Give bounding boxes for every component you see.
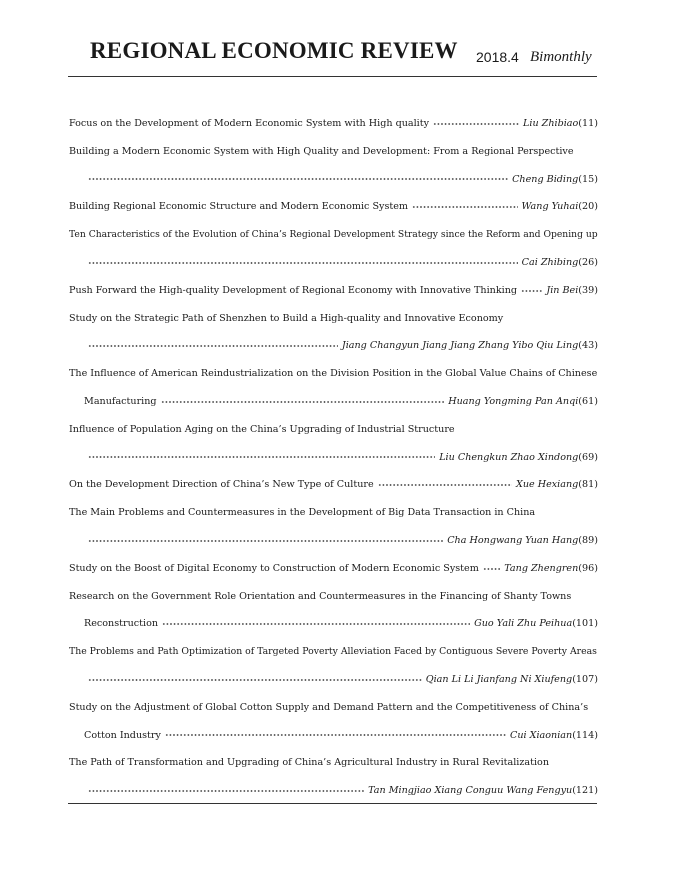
dot-leader: [88, 345, 338, 347]
dot-leader: [161, 401, 445, 403]
dot-leader: [88, 262, 518, 264]
toc-entry[interactable]: [69, 110, 598, 138]
article-author: Guo Yali Zhu Peihua: [474, 618, 573, 630]
article-title: The Influence of American Reindustrialization on the Division Position in the Global Value Chains of Chinese: [69, 368, 598, 380]
article-title: The Problems and Path Optimization of Targeted Poverty Alleviation Faced by Contiguous Severe Poverty Areas: [69, 646, 597, 658]
dot-leader: [88, 679, 422, 681]
article-title: The Main Problems and Countermeasures in the Development of Big Data Transaction in China: [69, 507, 536, 519]
dot-leader: [88, 456, 435, 458]
dot-leader: [88, 790, 364, 792]
article-author: Huang Yongming Pan Anqi: [448, 395, 579, 407]
article-page: (114): [572, 729, 598, 741]
article-author: Tang Zhengren: [504, 562, 579, 574]
article-title: Focus on the Development of Modern Economic System with High quality: [69, 118, 430, 129]
article-title: Influence of Population Aging on the China’s Upgrading of Industrial Structure: [69, 423, 455, 435]
article-title: Building Regional Economic Structure and Modern Economic System: [69, 201, 409, 213]
toc-entry-byline[interactable]: [69, 249, 598, 277]
journal-header: [68, 36, 597, 77]
bottom-rule: [68, 803, 597, 804]
article-author: Jin Bei: [546, 284, 579, 296]
toc-entry-byline[interactable]: [69, 166, 598, 194]
dot-leader: [162, 623, 470, 625]
toc-entry-byline[interactable]: [69, 777, 598, 805]
article-title-continued: Cotton Industry: [84, 729, 161, 741]
article-page: (107): [572, 673, 598, 685]
toc-entry[interactable]: [69, 193, 598, 221]
article-title-continued: Manufacturing: [84, 395, 157, 407]
table-of-contents: [69, 110, 598, 805]
publication-frequency: Bimonthly: [530, 49, 592, 65]
article-page: (89): [578, 534, 598, 546]
toc-entry[interactable]: [69, 471, 598, 499]
article-page: (43): [578, 340, 598, 352]
article-page: (96): [578, 562, 598, 574]
toc-entry-title[interactable]: [69, 221, 598, 249]
toc-entry-byline[interactable]: [69, 444, 598, 472]
dot-leader: [483, 568, 500, 570]
toc-entry-title[interactable]: [69, 499, 598, 527]
article-title-continued: Reconstruction: [84, 618, 159, 630]
dot-leader: [88, 540, 443, 542]
article-title: On the Development Direction of China’s New Type of Culture: [69, 479, 374, 491]
article-page: (15): [578, 173, 598, 185]
toc-entry-title[interactable]: [69, 360, 598, 388]
toc-entry-byline[interactable]: [69, 332, 598, 360]
article-title: Research on the Government Role Orientation and Countermeasures in the Financing of Shanty Towns: [69, 590, 572, 602]
toc-entry-byline[interactable]: [69, 610, 598, 638]
article-author: Cheng Biding: [512, 173, 579, 185]
article-page: (39): [578, 284, 598, 296]
article-title: Push Forward the High-quality Development of Regional Economy with Innovative Thinking: [69, 284, 518, 296]
article-author: Wang Yuhai: [521, 201, 579, 213]
issue-number: 2018.4: [476, 49, 519, 65]
article-page: (81): [578, 479, 598, 491]
article-page: (121): [572, 785, 598, 797]
toc-entry-byline[interactable]: [69, 527, 598, 555]
article-page: (26): [578, 256, 598, 268]
article-author: Jiang Changyun Jiang Jiang Zhang Yibo Qiu Ling: [341, 340, 579, 352]
toc-entry-byline[interactable]: [69, 388, 598, 416]
article-title: Study on the Adjustment of Global Cotton Supply and Demand Pattern and the Competitiveness of China’s: [69, 701, 589, 713]
toc-entry[interactable]: [69, 277, 598, 305]
article-page: (101): [572, 618, 598, 630]
article-author: Tan Mingjiao Xiang Conguu Wang Fengyu: [368, 785, 573, 797]
article-title: Study on the Boost of Digital Economy to Construction of Modern Economic System: [69, 562, 479, 574]
article-author: Liu Chengkun Zhao Xindong: [439, 451, 579, 463]
journal-title: REGIONAL ECONOMIC REVIEW: [90, 38, 458, 63]
dot-leader: [433, 123, 519, 125]
article-title: The Path of Transformation and Upgrading of China’s Agricultural Industry in Rural Revitalization: [69, 757, 550, 769]
article-author: Cai Zhibing: [521, 256, 579, 268]
article-author: Cui Xiaonian: [510, 729, 573, 741]
article-author: Qian Li Li Jianfang Ni Xiufeng: [425, 673, 573, 685]
toc-entry-title[interactable]: [69, 305, 598, 333]
dot-leader: [412, 206, 518, 208]
dot-leader: [521, 290, 542, 292]
toc-entry-title[interactable]: [69, 638, 598, 666]
article-page: (11): [578, 118, 598, 129]
toc-entry-title[interactable]: [69, 138, 598, 166]
article-page: (20): [578, 201, 598, 213]
dot-leader: [165, 734, 506, 736]
article-author: Xue Hexiang: [515, 479, 579, 491]
article-author: Liu Zhibiao: [523, 118, 579, 129]
toc-entry-title[interactable]: [69, 416, 598, 444]
dot-leader: [378, 484, 512, 486]
article-page: (61): [578, 395, 598, 407]
toc-entry-title[interactable]: [69, 694, 598, 722]
toc-entry-title[interactable]: [69, 583, 598, 611]
toc-entry-title[interactable]: [69, 749, 598, 777]
article-author: Cha Hongwang Yuan Hang: [447, 534, 579, 546]
article-page: (69): [578, 451, 598, 463]
article-title: Ten Characteristics of the Evolution of China’s Regional Development Strategy since the Reform and Opening up: [69, 229, 598, 241]
dot-leader: [88, 178, 508, 180]
article-title: Study on the Strategic Path of Shenzhen to Build a High-quality and Innovative Economy: [69, 312, 504, 324]
article-title: Building a Modern Economic System with High Quality and Development: From a Regional Perspective: [69, 145, 574, 157]
toc-entry-byline[interactable]: [69, 666, 598, 694]
toc-entry-byline[interactable]: [69, 722, 598, 750]
toc-entry[interactable]: [69, 555, 598, 583]
